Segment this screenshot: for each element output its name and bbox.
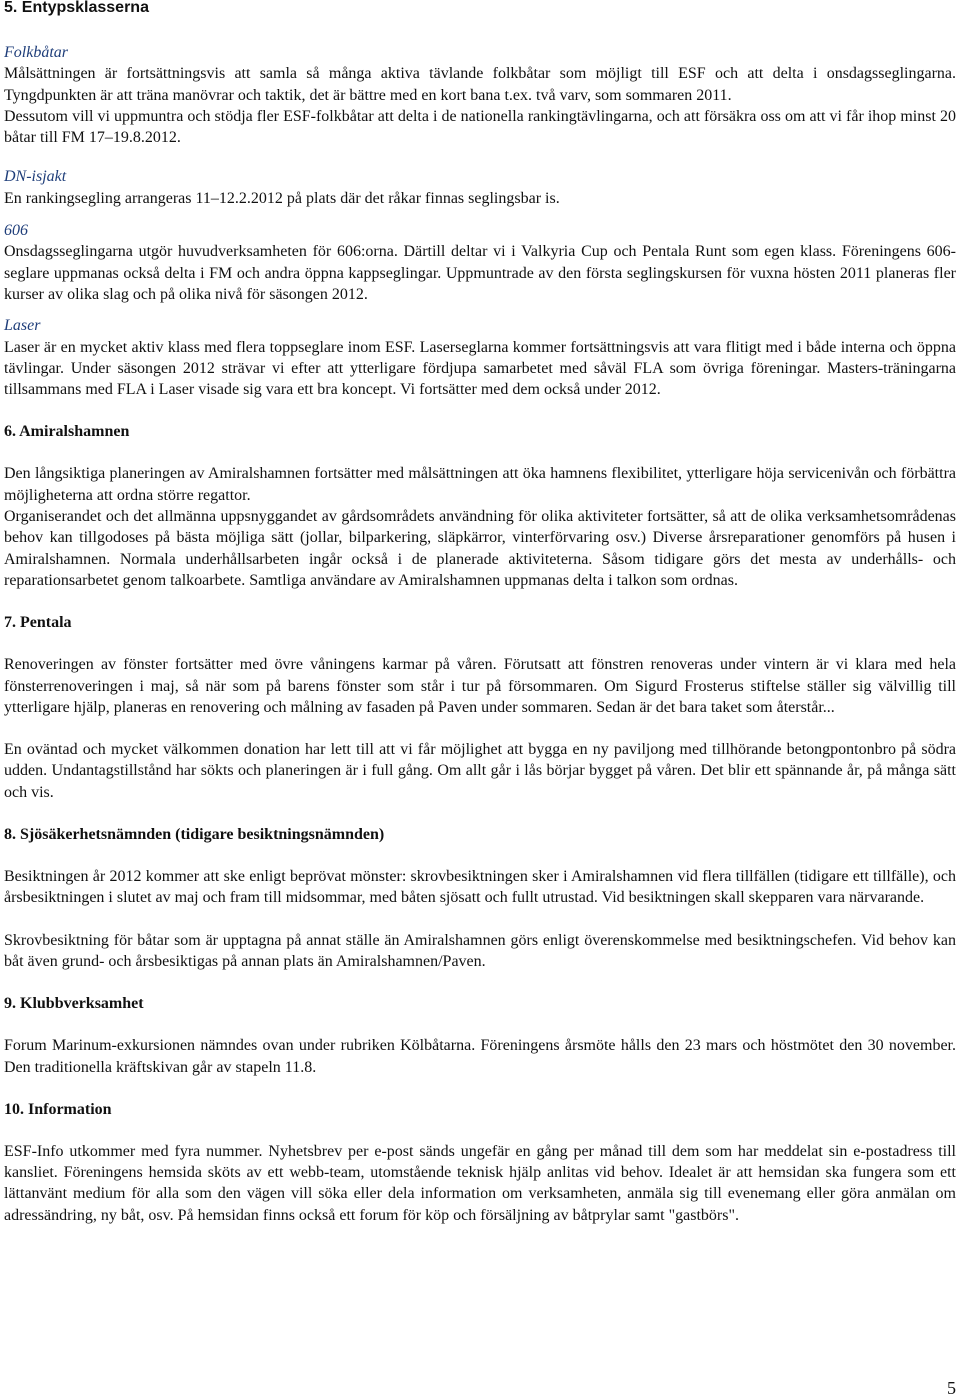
paragraph-dn-isjakt: En rankingsegling arrangeras 11–12.2.2012 på plats där det råkar finnas seglingsbar is. [4,189,560,207]
section-amiralshamnen [4,400,956,591]
paragraph-besiktning-2: Skrovbesiktning för båtar som är upptagna på annat ställe än Amiralshamnen görs enligt överenskommelse med besiktningschefen. Vid behov kan båt även grund- och årsbesiktigas på annan plats än Amiralshamnen/Paven. [4,931,956,970]
paragraph-amiralshamnen-1: Den långsiktiga planeringen av Amiralshamnen fortsätter med målsättningen att öka hamnens flexibilitet, ytterligare höja servicenivån och förbättra möjligheterna att ordna större regattor. [4,465,956,504]
subheading-folkbatar: Folkbåtar [4,44,68,61]
paragraph-klubbverksamhet: Forum Marinum-exkursionen nämndes ovan under rubriken Kölbåtarna. Föreningens årsmöte hålls den 23 mars och höstmötet den 30 november. Den traditionella kräftskivan går av stapeln 11.8. [4,1037,956,1076]
paragraph-folkbatar-2: Dessutom vill vi uppmuntra och stödja fler ESF-folkbåtar att delta i de nationella rankingtävlingarna, och att försäkra oss om att vi får ihop minst 20 båtar till FM 17–19.8.2012. [4,107,956,147]
paragraph-pentala-1: Renoveringen av fönster fortsätter med övre våningens karmar på våren. Förutsatt att fönstren renoveras under vintern är vi klara med hela fönsterrenoveringen i maj, så när som på barens fönster som står i tur på försommaren. Om Sigurd Frosterus stiftelse ställer sig välvillig till ytterligare hjälp, planeras en renovering och målning av fasaden på Paven under sommaren. Sedan är det bara taket som återstår... [4,656,956,716]
paragraph-laser: Laser är en mycket aktiv klass med flera toppseglare inom ESF. Laserseglarna kommer fortsättningsvis att vara flitigt med i både interna och öppna tävlingar. Under säsongen 2012 strävar vi efter att ytterligare fördjupa samarbetet med såväl FLA som övriga föreningar. Masters-träningarna tillsammans med FLA i Laser visade sig vara ett bra koncept. Vi fortsätter med dem också under 2012. [4,338,956,399]
heading-section-9: 9. Klubbverksamhet [4,995,144,1013]
document-page [4,0,956,1226]
page-number: 5 [947,1378,956,1398]
paragraph-606: Onsdagsseglingarna utgör huvudverksamheten för 606:orna. Därtill deltar vi i Valkyria Cup och Pentala Runt som egen klass. Föreningens 606-seglare uppmanas också delta i FM och andra öppna kappseglingar. Uppmuntrade av den första seglingskursen för vuxna hösten 2011 planeras fler kurser av olika slag och på olika nivå för säsongen 2012. [4,243,956,303]
section-klubbverksamhet [4,972,956,1078]
heading-section-8: 8. Sjösäkerhetsnämnden (tidigare besiktningsnämnden) [4,826,385,844]
paragraph-folkbatar-1: Målsättningen är fortsättningsvis att samla så många aktiva tävlande folkbåtar som möjligt till ESF och att delta i onsdagsseglingarna. Tyngdpunkten är att träna manövrar och taktik, det är bättre med en kort bana t.ex. två varv, som sommaren 2011. [4,65,956,104]
paragraph-besiktning-1: Besiktningen år 2012 kommer att ske enligt beprövat mönster: skrovbesiktningen sker i Amiralshamnen vid flera tillfällen (tidigare ett tillfälle), och årsbesiktningen i slutet av maj och fram till midsommar, med båten sjösatt och fullt utrustad. Vid besiktningen skall skepparen vara närvarande. [4,868,956,907]
section-pentala [4,591,956,803]
heading-section-5: 5. Entypsklasserna [4,0,149,16]
heading-section-7: 7. Pentala [4,614,72,632]
subheading-laser: Laser [4,317,41,335]
subheading-606: 606 [4,222,28,240]
subheading-dn-isjakt: DN-isjakt [4,168,67,186]
paragraph-pentala-2: En oväntad och mycket välkommen donation har lett till att vi får möjlighet att bygga en ny paviljong med tillhörande betongpontonbro på södra udden. Undantagstillstånd har sökts och planeringen är i full gång. Om allt går i lås börjar bygget på våren. Det blir ett spännande år, på många sätt och vis. [4,741,956,801]
section-information [4,1078,956,1226]
section-sjosakerhetsnamnden [4,803,956,972]
paragraph-information: ESF-Info utkommer med fyra nummer. Nyhetsbrev per e-post sänds ungefär en gång per månad till dem som har meddelat sin e-postadress till kansliet. Föreningens hemsida sköts av ett webb-team, utomstående teknisk hjälp anlitas vid behov. Idealet är att hemsidan ska fungera som ett lättanvänt medium för alla som den vägen vill söka eller dela information om verksamheten, anmäla sig till evenemang eller göra anmälan om adressändring, ny båt, osv. På hemsidan finns också ett forum för köp och försäljning av båtprylar samt "gastbörs". [4,1142,956,1224]
paragraph-amiralshamnen-2: Organiserandet och det allmänna uppsnyggandet av gårdsområdets användning för olika aktiviteter fortsätter, så att de olika verksamhetsområdenas behov kan tillgodoses på bästa möjliga sätt (jollar, bilparkering, släpkärror, vinterförvaring osv.) Diverse årsreparationer genomförs på husen i Amiralshamnen. Normala underhållsarbeten ingår också i de planerade aktiviteterna. Såsom tidigare görs det mesta av underhålls- och reparationsarbetet genom talkoarbete. Samtliga användare av Amiralshamnen uppmanas delta i talkon som ordnas. [4,508,956,589]
heading-section-10: 10. Information [4,1100,112,1118]
section-entypsklasserna [4,0,956,400]
heading-section-6: 6. Amiralshamnen [4,423,130,441]
